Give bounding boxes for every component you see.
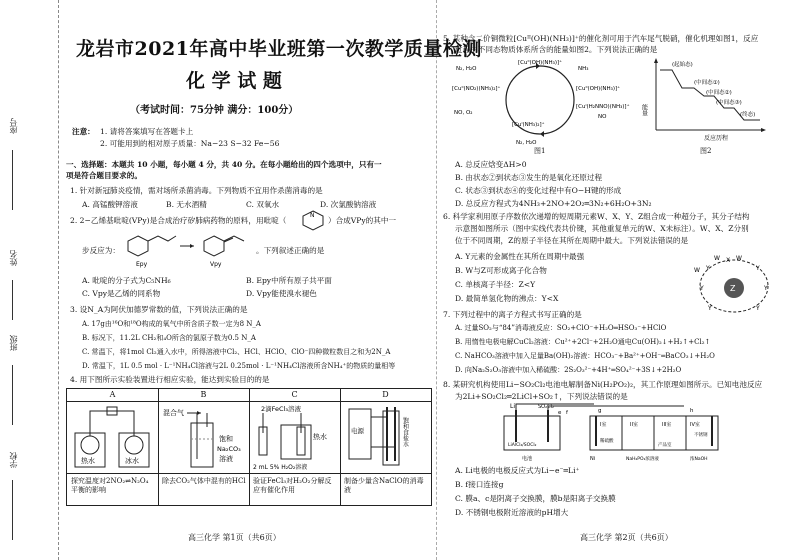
q4-b-mixed-gas: 混合气 [163,409,184,417]
q5-option-c: C. 状态③到状态④的变化过程中有O−H键的形成 [455,186,622,195]
q1-stem: 1. 针对新冠肺炎疫情，需对场所杀菌消毒。下列物质不宜用作杀菌消毒的是 [70,186,323,195]
svg-text:W: W [714,255,720,262]
q5-fig2-caption: 图2 [700,147,712,155]
q8-nah2po2: NaH₂PO₂浓溶液 [626,457,659,462]
q7-option-b: B. 用惰性电极电解CuCl₂溶液：Cu²⁺+2Cl⁻+2H₂O通电Cu(OH)₂↓+H₂↑+Cl₂↑ [455,338,711,346]
q4-apparatus-table [66,388,432,506]
f2-start: (起始态) [672,62,693,68]
seat-number-label: 座号 [9,118,18,134]
svg-text:Y: Y [756,305,760,312]
f2-mid3: (中间态③) [716,100,742,106]
q8-li: Li [510,403,516,410]
q4-b-na2co3: Na₂CO₃ [217,445,241,453]
f1-no-o2: NO, O₂ [454,110,473,116]
q6-option-b: B. W与Z可形成离子化合物 [455,266,547,275]
q7-stem: 7. 下列过程中的离子方程式书写正确的是 [443,310,582,319]
q4-c-hot-water: 热水 [313,433,327,441]
q6-option-c: C. 单核离子半径：Z<Y [455,280,536,289]
seat-number-line [12,150,13,210]
q6-supramolecule-diagram [690,250,778,318]
q8-battery-electrolysis-diagram [494,402,724,462]
q4-col-c: C [291,390,298,399]
q6-option-a: A. Y元素的金属性在其所在周期中最强 [455,252,585,261]
q8-option-d: D. 不锈钢电极附近溶液的pH增大 [455,508,569,517]
q2-stem-b: ）合成VPy的其中一 [328,216,397,225]
q4-desc-b: 除去CO₂气体中混有的HCl [162,477,246,485]
q8-option-c: C. 膜a、c是阴离子交换膜，膜b是阳离子交换膜 [455,494,616,503]
q4-d-power: 电源 [351,427,364,435]
note-label: 注意： [72,127,95,136]
footer-right: 高三化学 第2页（共6页） [580,533,673,542]
q3-option-d: D. 常温下，1L 0.5 mol · L⁻¹NH₄Cl溶液与2L 0.25mol · L⁻¹NH₄Cl溶液所含NH₄⁺的物质的量相等 [82,362,396,370]
subject-title: 化 学 试 题 [186,70,282,92]
q8-cell: 电池 [522,456,533,462]
f1-n2h2o-b: N₂, H₂O [516,140,537,146]
q8-f: f [566,410,568,416]
q2-option-d: D. Vpy能使溴水褪色 [246,289,317,298]
f1-n2h2o-a: N₂, H₂O [456,66,477,72]
exam-title: 龙岩市2021年高中毕业班第一次教学质量检测 [76,38,482,60]
q8-room3: III室 [662,422,672,428]
q6-stem-3: 位于不同周期，Z的原子半径在其所在周期中最大。下列说法错误的是 [455,236,689,245]
svg-text:N: N [310,212,315,219]
q4-apparatus-d [343,403,429,471]
q5-option-a: A. 总反应焓变ΔH>0 [455,160,527,169]
f2-end: (终态) [740,112,756,118]
q8-naoh: 浓NaOH [690,457,708,462]
q5-stem-2: 过程中不同态物质体系所含的能量如图2。下列说法正确的是 [455,45,658,54]
q8-g: g [598,408,602,414]
vpy-label: Vpy [210,261,222,268]
q4-col-d: D [382,390,389,399]
q3-option-b: B. 标况下，11.2L CH₂和₄O所含的氯原子数为0.5 N_A [82,334,256,342]
svg-text:Y: Y [764,285,768,292]
q8-h2so4: 稀硫酸 [600,439,614,444]
f1-nh3: NH₃ [578,66,589,72]
q6-stem-1: 6. 科学家利用原子序数依次递增的短周期元素W、X、Y、Z组合成一种超分子，其分子结构 [443,212,750,221]
q4-apparatus-b [161,405,247,471]
f2-xlabel: 反应历程 [704,135,729,142]
q8-option-a: A. Li电极的电极反应式为Li−e⁻═Li⁺ [455,466,580,475]
q7-option-d: D. 向Na₂S₂O₃溶液中加入稀硫酸：2S₂O₃²⁻+4H⁺═SO₄²⁻+3S↓+2H₂O [455,366,682,374]
q2-option-c: C. Vpy是乙烯的同系物 [82,289,161,298]
q1-option-c: C. 双氧水 [246,200,280,209]
q4-apparatus-a [71,405,155,471]
svg-text:W: W [694,267,700,274]
q1-option-a: A. 高锰酸钾溶液 [82,200,138,209]
svg-text:Y: Y [708,305,712,312]
q4-d-brine: 饱和食盐水 [401,417,409,447]
binding-strip [0,0,59,560]
q4-apparatus-c [251,403,339,471]
exam-info: （考试时间：75分钟 满分：100分） [130,105,299,116]
q5-stem-1: 5. 某种含二价铜微粒[Cuᴵᴵ(OH)(NH₃)]⁺的催化剂可用于汽车尾气脱硝，催化机理如图1，反应 [443,34,759,43]
svg-text:W: W [736,255,742,262]
q4-c-fecl3: 2滴FeCl₃溶液 [261,405,301,413]
school-label: 学校 [9,452,18,468]
q3-option-a: A. 17g由¹⁶O和¹⁸O构成的氧气中所含质子数一定为8 N_A [82,320,261,328]
q5-fig1-caption: 图1 [534,147,546,155]
note-2: 2. 可能用到的相对原子质量：Na−23 S−32 Fe−56 [100,139,280,148]
section-intro-1: 一、选择题：本题共 10 小题，每小题 4 分，共 40 分。在每小题给出的四个选项中，只有一 [66,160,382,169]
f2-ylabel: 能量 [640,104,648,116]
svg-text:Y: Y [700,285,704,292]
class-label: 班级 [9,335,18,351]
q8-product: 产品室 [658,443,672,448]
q2-stem-d: 。下列叙述正确的是 [256,246,325,255]
svg-text:Y: Y [706,265,710,272]
q8-so2cl2: SO₂Cl₂ [538,404,554,410]
q8-option-b: B. f接口连接g [455,480,504,489]
q7-option-a: A. 过量SO₂与“84”消毒液反应：SO₂+ClO⁻+H₂O═HSO₃⁻+HClO [455,324,667,332]
f1-no: NO [598,114,607,120]
q3-option-c: C. 常温下，将1mol Cl₂通入水中，所得溶液中Cl₂、HCl、HClO、ClO⁻四种微粒数目之和为2N_A [82,348,391,356]
f1-left-1: [Cuᴵᴵ(NO₂)(NH₃)₂]⁺ [452,86,501,92]
f1-top: [Cuᴵᴵ(OH)(NH₃)]⁺ [518,60,563,66]
q4-col-a: A [109,390,116,399]
q2-reaction-scheme [124,232,256,270]
q8-room4: IV室 [690,422,700,428]
note-1: 1. 请将答案填写在答题卡上 [100,127,194,136]
f1-right-1: [Cuᴵᴵ(OH)(NH₃)]⁺ [576,86,621,92]
q8-room2: II室 [630,422,638,428]
page-divider [436,0,437,560]
q4-a-hot-water: 热水 [81,457,95,465]
q4-stem: 4. 用下图所示实验装置进行相应实验，能达到实验目的的是 [70,375,270,384]
q4-b-saturated: 饱和 [219,435,233,443]
q5-figure-2-energy [642,56,772,146]
q8-stem-1: 8. 某研究机构使用Li−SO₂Cl₂电池电解制备Ni(H₂PO₂)₂，其工作原理如图所示。已知电池反应 [443,380,763,389]
q4-col-b: B [200,390,207,399]
q8-stainless: 不锈钢 [694,433,708,438]
school-line [12,480,13,540]
q4-desc-c: 验证FeCl₃对H₂O₂分解反应有催化作用 [253,477,332,494]
svg-text:Y: Y [756,265,760,272]
q1-option-d: D. 次氯酸钠溶液 [320,200,377,209]
q4-desc-a: 探究温度对2NO₂⇌N₂O₄平衡的影响 [71,477,149,494]
f2-mid2: (中间态②) [706,90,732,96]
q4-desc-d: 制备少量含NaClO的消毒液 [344,477,424,494]
name-line [12,280,13,320]
q2-stem-a: 2. 2−乙烯基吡啶(VPy)是合成治疗矽肺病药物的原料，用吡啶（ [70,216,287,225]
f1-bottom: [Cuᴵ(NH₃)₂]⁺ [512,122,545,128]
f2-mid1: (中间态①) [694,80,720,86]
q6-z-center: Z [730,284,736,293]
q4-b-solution: 溶液 [219,455,233,463]
q8-h: h [690,408,694,414]
q8-e: e [558,410,562,416]
q6-option-d: D. 最简单氢化物的沸点：Y<X [455,294,559,303]
q8-room1: I室 [600,422,607,428]
q8-stem-2: 为2Li+SO₂Cl₂═2LiCl+SO₂↑，下列说法错误的是 [455,392,628,401]
q4-c-h2o2: 2 mL 5% H₂O₂溶液 [253,464,308,471]
svg-text:X: X [726,257,731,264]
footer-left: 高三化学 第1页（共6页） [188,533,281,542]
q3-stem: 3. 设N_A为阿伏加德罗常数的值，下列说法正确的是 [70,305,248,314]
q5-option-b: B. 由状态②到状态③发生的是氧化还原过程 [455,173,603,182]
q5-figure-1-cycle [452,56,628,146]
epy-label: Epy [136,261,148,268]
q1-option-b: B. 无水酒精 [166,200,207,209]
f1-right-2: [Cuᴵ(H₂NNO)(NH₃)]⁺ [576,104,630,110]
class-line [12,365,13,425]
q2-stem-c: 步反应为： [82,246,120,255]
q6-stem-2: 示意图如图所示（图中实线代表共价键，其他重复单元的W、X未标注）。W、X、Z分别 [455,224,749,233]
q4-a-ice-water: 冰水 [125,457,139,465]
q8-electrolyte: LiAlCl₄/SOCl₂ [508,443,537,448]
q5-option-d: D. 总反应方程式为4NH₃+2NO+2O₂═3N₂+6H₂O+3N₂ [455,199,652,208]
q2-option-a: A. 吡啶的分子式为C₅NH₆ [82,276,171,285]
name-label: 姓名 [9,250,18,266]
q7-option-c: C. NaHCO₃溶液中加入足量Ba(OH)₂溶液：HCO₃⁻+Ba²⁺+OH⁻═BaCO₃↓+H₂O [455,352,715,360]
q2-option-b: B. Epy中所有原子共平面 [246,276,332,285]
q8-ni: Ni [590,456,596,462]
pyridine-structure [300,209,326,231]
section-intro-2: 项是符合题目要求的。 [66,171,142,180]
